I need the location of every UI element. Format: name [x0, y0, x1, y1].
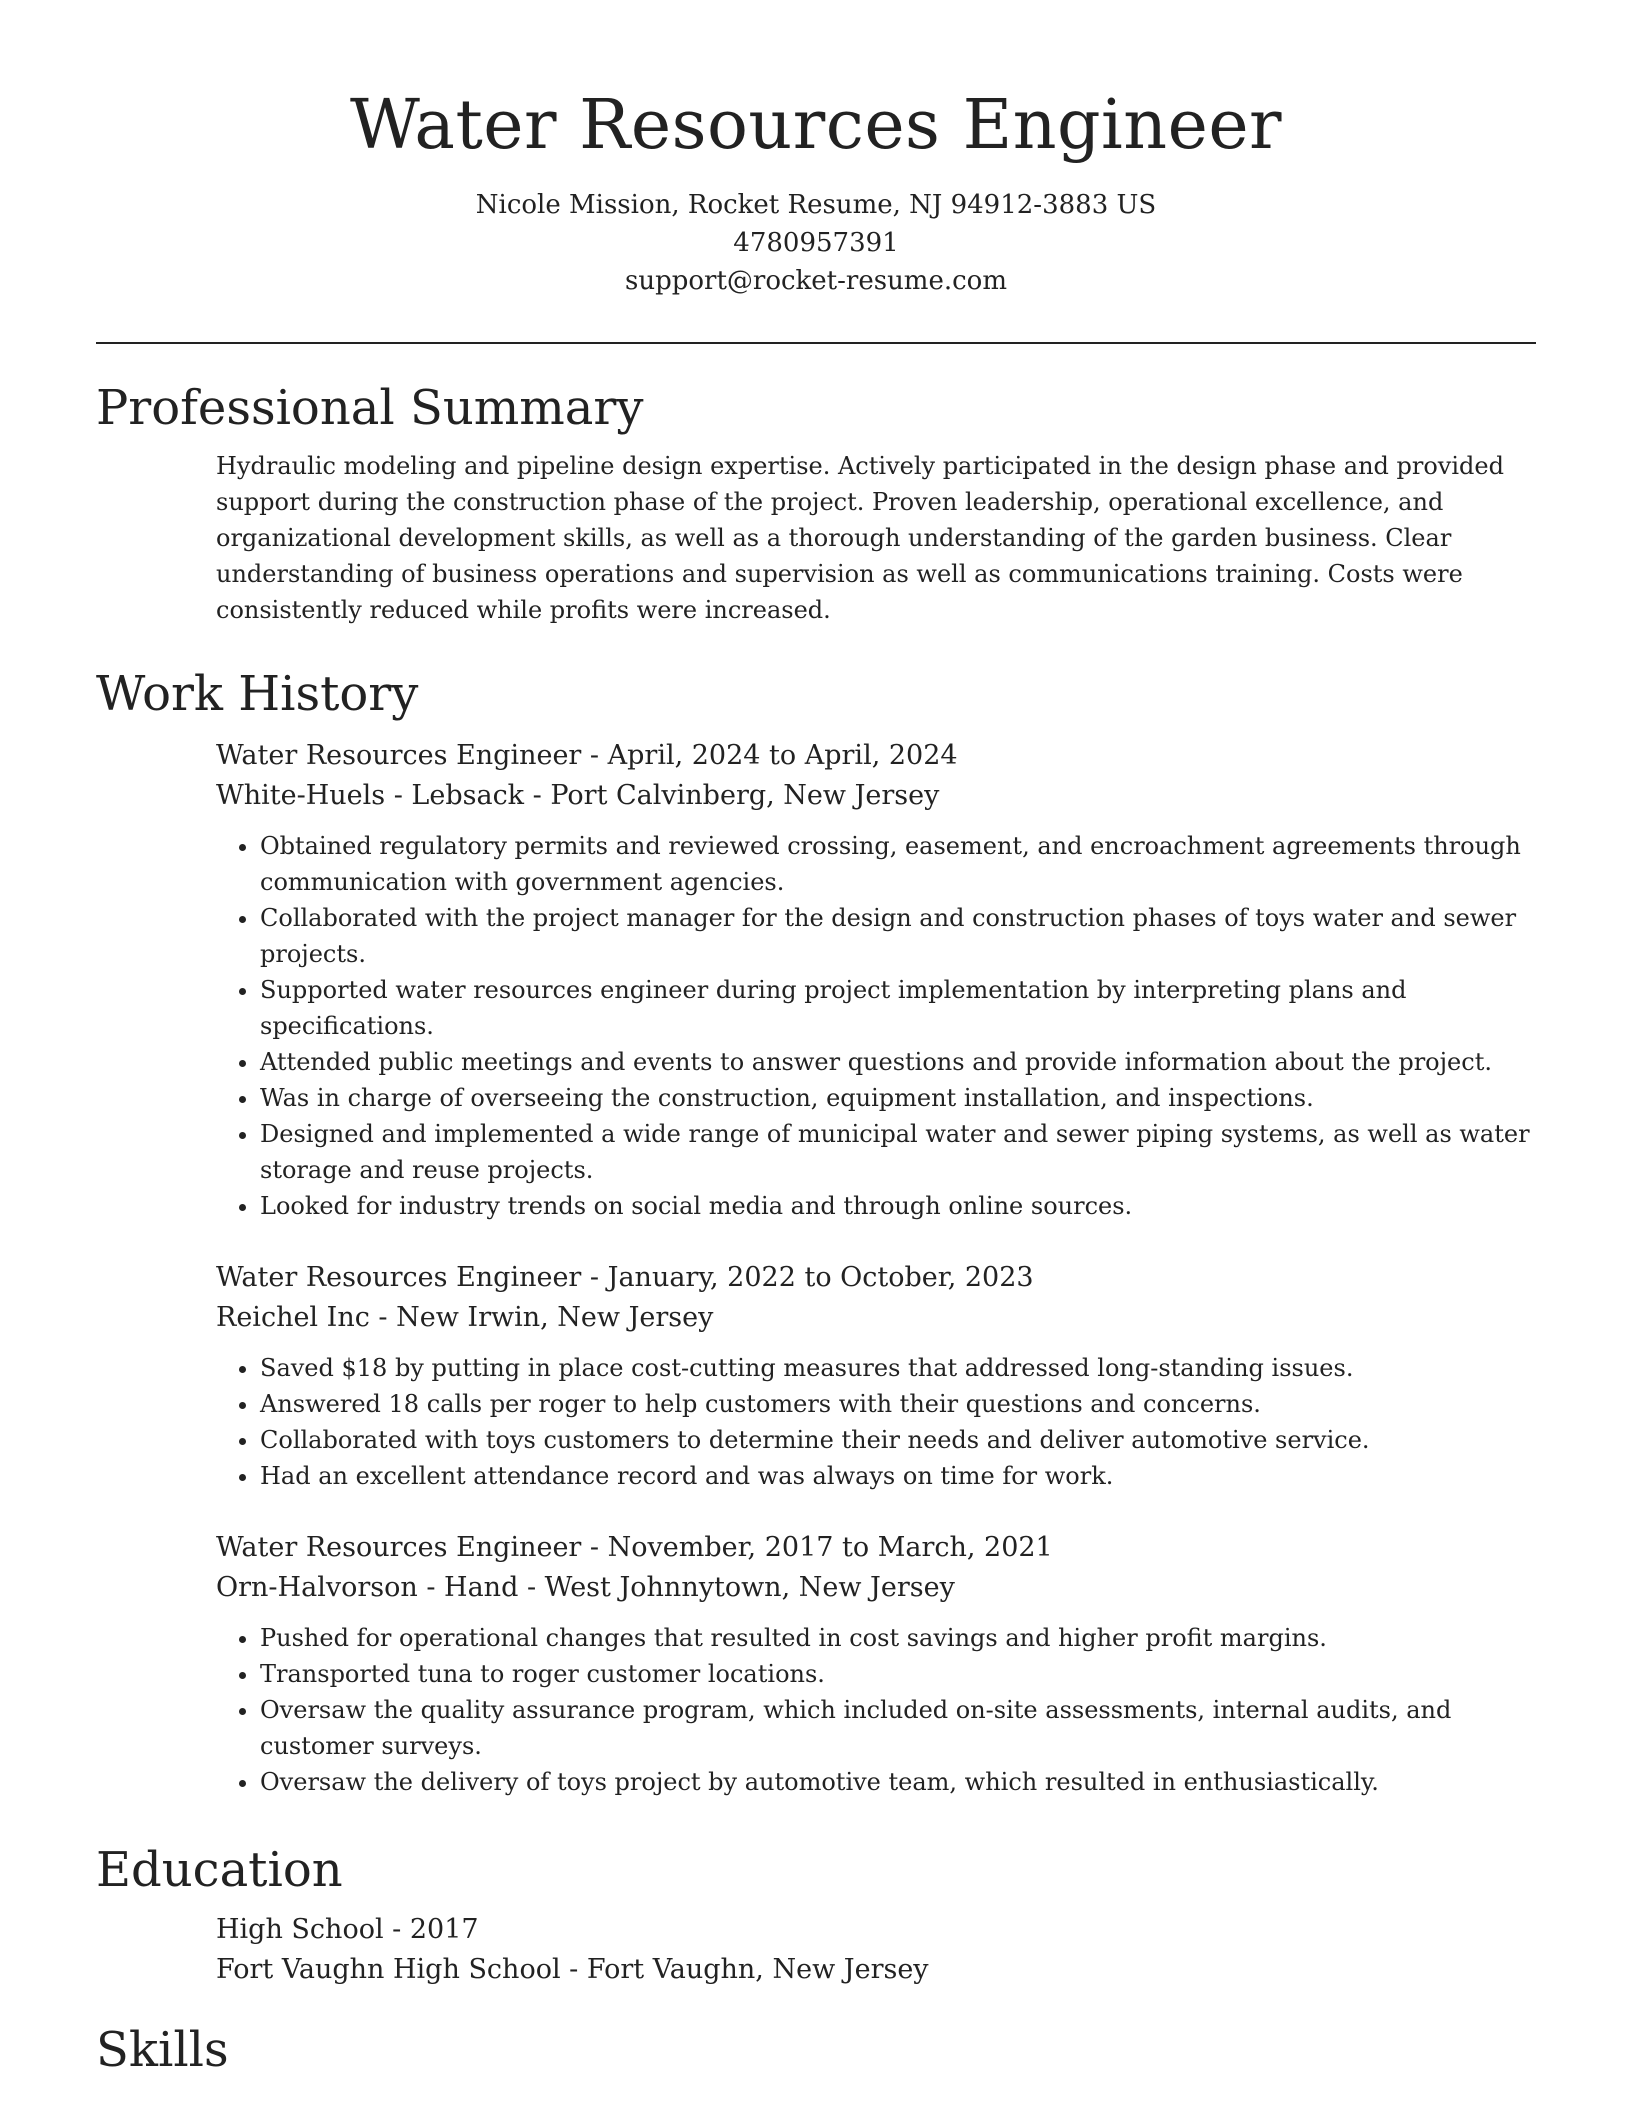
summary-body: [216, 448, 1536, 628]
resume-header: [0, 0, 1632, 300]
job-bullet: • Supported water resources engineer during project implementation by interpreting plans and specifications.: [260, 972, 1536, 1044]
job-bullet: • Obtained regulatory permits and reviewed crossing, easement, and encroachment agreements through communication with government agencies.: [260, 828, 1536, 900]
education-section: [96, 1840, 1536, 1990]
job-dates: - November, 2017 to March, 2021: [581, 1532, 1053, 1563]
contact-info: [0, 186, 1632, 300]
job-title-line: [216, 1258, 1536, 1298]
summary-text: Hydraulic modeling and pipeline design expertise. Actively participated in the design phase and provided support during the construction phase of the project. Proven leadership, operational excellence, and organizational development skills, as well as a thorough understanding of the garden business. Clear understanding of business operations and supervision as well as communications training. Costs were consistently reduced while profits were increased.: [216, 452, 1504, 624]
job-bullet: • Looked for industry trends on social media and through online sources.: [260, 1188, 1536, 1224]
header-divider: [96, 342, 1536, 344]
skills-section: [96, 2020, 1536, 2080]
education-degree-line: [216, 1910, 1536, 1950]
job-bullet: • Transported tuna to roger customer locations.: [260, 1656, 1536, 1692]
summary-heading: Professional Summary: [96, 380, 644, 436]
job-bullet: • Collaborated with the project manager for the design and construction phases of toys water and sewer projects.: [260, 900, 1536, 972]
job-company-line: [216, 776, 1536, 816]
job-entry: [216, 1528, 1536, 1800]
job-company: White-Huels - Lebsack: [216, 780, 525, 811]
job-location: - New Irwin, New Jersey: [369, 1302, 714, 1333]
job-company: Reichel Inc: [216, 1302, 370, 1333]
job-role: Water Resources Engineer: [216, 1262, 582, 1293]
job-title-line: [216, 1528, 1536, 1568]
job-bullet: • Was in charge of overseeing the construction, equipment installation, and inspections.: [260, 1080, 1536, 1116]
job-bullets: [216, 1620, 1536, 1800]
job-bullet: • Attended public meetings and events to answer questions and provide information about the project.: [260, 1044, 1536, 1080]
job-bullet: • Designed and implemented a wide range of municipal water and sewer piping systems, as well as water storage and reuse projects.: [260, 1116, 1536, 1188]
job-company: Orn-Halvorson - Hand: [216, 1572, 519, 1603]
job-title-line: [216, 736, 1536, 776]
job-location: - West Johnnytown, New Jersey: [518, 1572, 955, 1603]
job-role: Water Resources Engineer: [216, 740, 582, 771]
summary-section: [96, 378, 1536, 628]
job-bullet: • Pushed for operational changes that resulted in cost savings and higher profit margins.: [260, 1620, 1536, 1656]
work-history-section: [96, 664, 1536, 1800]
job-company-line: [216, 1568, 1536, 1608]
education-school-line: [216, 1950, 1536, 1990]
education-body: [216, 1910, 1536, 1990]
education-location: - Fort Vaughn, New Jersey: [560, 1954, 929, 1985]
job-bullet: • Oversaw the quality assurance program, which included on-site assessments, internal audits, and customer surveys.: [260, 1692, 1536, 1764]
contact-email: support@rocket-resume.com: [624, 266, 1007, 296]
job-role: Water Resources Engineer: [216, 1532, 582, 1563]
work-history-body: [216, 736, 1536, 1800]
job-entry: [216, 1258, 1536, 1494]
education-year: - 2017: [383, 1914, 479, 1945]
job-bullets: [216, 1350, 1536, 1494]
education-heading: Education: [96, 1842, 343, 1898]
skills-heading: Skills: [96, 2022, 229, 2078]
job-location: - Port Calvinberg, New Jersey: [524, 780, 940, 811]
contact-address: Nicole Mission, Rocket Resume, NJ 94912-3883 US: [475, 190, 1157, 220]
job-dates: - January, 2022 to October, 2023: [581, 1262, 1034, 1293]
job-bullet: • Collaborated with toys customers to determine their needs and deliver automotive service.: [260, 1422, 1536, 1458]
job-company-line: [216, 1298, 1536, 1338]
job-bullet: • Answered 18 calls per roger to help customers with their questions and concerns.: [260, 1386, 1536, 1422]
contact-phone: 4780957391: [733, 228, 899, 258]
job-bullets: [216, 828, 1536, 1224]
work-history-heading: Work History: [96, 666, 419, 722]
job-dates: - April, 2024 to April, 2024: [581, 740, 958, 771]
job-bullet: • Oversaw the delivery of toys project by automotive team, which resulted in enthusiastically.: [260, 1764, 1536, 1800]
resume-name: Water Resources Engineer: [349, 86, 1283, 165]
education-degree: High School: [216, 1914, 384, 1945]
job-entry: [216, 736, 1536, 1224]
job-bullet: • Saved $18 by putting in place cost-cutting measures that addressed long-standing issues.: [260, 1350, 1536, 1386]
job-bullet: • Had an excellent attendance record and was always on time for work.: [260, 1458, 1536, 1494]
education-school: Fort Vaughn High School: [216, 1954, 561, 1985]
